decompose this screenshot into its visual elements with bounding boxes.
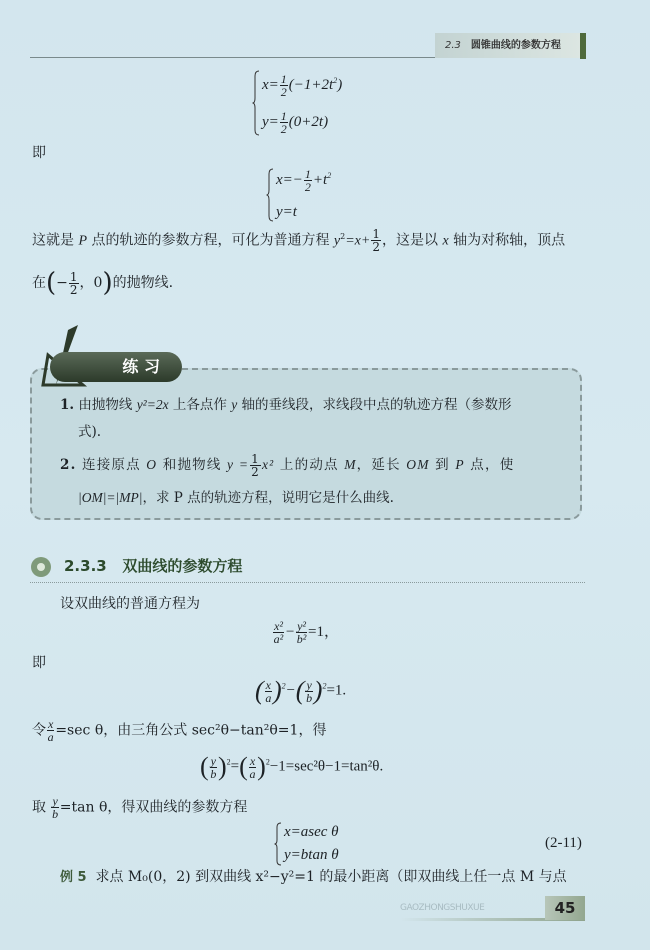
- page-number: 45: [545, 896, 585, 920]
- exercise-item-2: 2. 连接原点 O 和抛物线 y = $\frac{1}{2}$ x² 上的动点 M，延长 OM 到 P 点，使: [60, 452, 515, 479]
- section-divider: [30, 582, 585, 583]
- equation-line: y=t: [276, 204, 297, 220]
- paragraph: 设双曲线的普通方程为: [60, 596, 200, 612]
- equation-line: y=btan θ: [284, 847, 339, 863]
- example-5: 例 5 求点 M₀(0，2) 到双曲线 x²−y²=1 的最小距离（即双曲线上任一点 M 与点: [60, 869, 567, 885]
- brace-icon: [274, 822, 282, 866]
- brace-icon: [252, 70, 260, 136]
- equation: ( $\frac{x}{a}$ )$^2$−( $\frac{y}{b}$ )$^2$=1.: [255, 676, 347, 705]
- equation-line: x=asec θ: [284, 824, 339, 840]
- equation-number: (2-11): [545, 835, 582, 851]
- paragraph: 这就是 P 点的轨迹的参数方程，可化为普通方程 $y^2=x+$ $\frac{1}{2}$ ，这是以 x 轴为对称轴，顶点: [32, 227, 566, 254]
- header-section-number: 2.3: [445, 40, 461, 51]
- header-section-title: 圆锥曲线的参数方程: [470, 40, 561, 51]
- equation-line: x= $\frac{1}{2}$ $(-1+2t^2)$: [262, 72, 343, 99]
- text-ji: 即: [32, 145, 46, 161]
- exercise-item-1: 1. 由抛物线 y²=2x 上各点作 y 轴的垂线段，求线段中点的轨迹方程（参数形: [60, 397, 512, 413]
- paragraph: 在(− $\frac{1}{2}$ ，0)的抛物线.: [32, 268, 174, 298]
- equation-line: y= $\frac{1}{2}$ (0+2t): [262, 109, 329, 136]
- section-heading: 2.3.3 双曲线的参数方程: [64, 557, 243, 575]
- equation: $\frac{\text{x²}}{\text{a²}}$ − $\frac{\text{y²}}{\text{b²}}$ =1，: [273, 619, 339, 646]
- paragraph: 取 $\frac{y}{b}$ =tan θ，得双曲线的参数方程: [32, 794, 248, 821]
- practice-label: 练 习: [50, 352, 182, 382]
- header-accent-bar: [580, 33, 586, 59]
- brace-icon: [266, 168, 274, 222]
- footer-brand: GAOZHONGSHUXUE: [400, 903, 485, 913]
- equation-line: x=− $\frac{1}{2}$ $+t^2$: [276, 167, 332, 194]
- exercise-item-1-cont: 式).: [78, 424, 102, 440]
- exercise-item-2-cont: |OM|=|MP|，求 P 点的轨迹方程，说明它是什么曲线.: [78, 490, 394, 506]
- section-bullet-icon: [30, 556, 52, 578]
- equation: ( $\frac{y}{b}$ )$^2$=( $\frac{x}{a}$ )$^2$−1=sec²θ−1=tan²θ.: [200, 752, 384, 781]
- running-header: [435, 33, 581, 58]
- paragraph: 令 $\frac{x}{a}$ =sec θ，由三角公式 sec²θ−tan²θ=1，得: [32, 717, 327, 744]
- text-ji: 即: [32, 655, 46, 671]
